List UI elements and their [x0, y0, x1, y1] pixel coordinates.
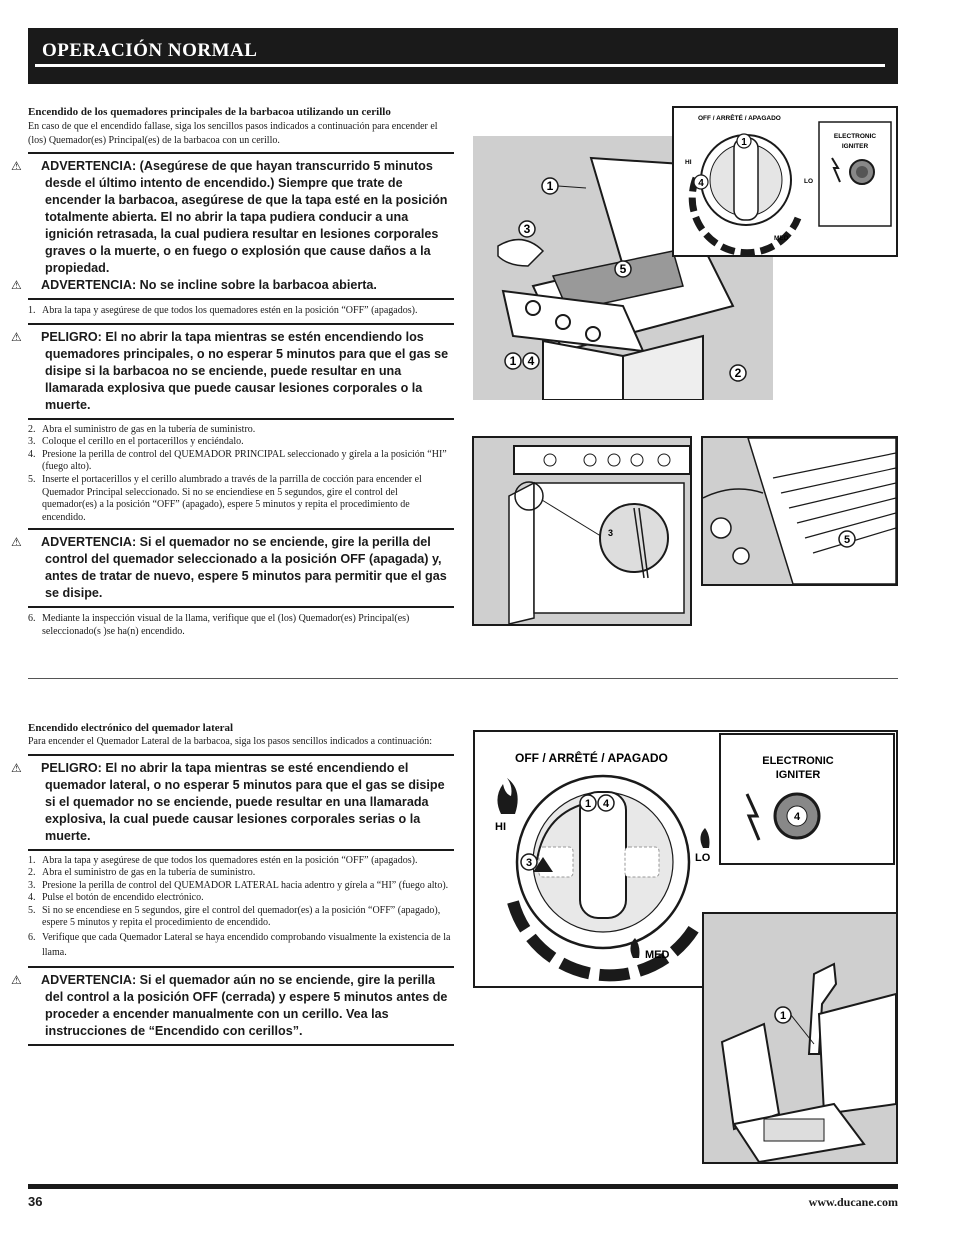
- svg-text:IGNITER: IGNITER: [775, 769, 821, 781]
- warning-text: ⚠ ADVERTENCIA: No se incline sobre la barbacoa abierta.: [11, 278, 377, 292]
- list-item: 5. Si no se encendiese en 5 segundos, gire el control del quemador(es) a la posición “OFF” (apagado), espere 5 minutos y repita el procedimiento de encendido.: [28, 904, 441, 929]
- list-item: 4. Presione la perilla de control del QUEMADOR PRINCIPAL seleccionado y gírela a la posición “HI” (fuego alto).: [28, 448, 447, 473]
- svg-text:1: 1: [509, 354, 517, 368]
- svg-text:5: 5: [843, 534, 851, 546]
- warning-box: [11, 966, 454, 1046]
- header-rule: [35, 64, 885, 67]
- side-burner-lid-illustration: [704, 914, 896, 1162]
- list-item: 3. Coloque el cerillo en el portacerillos y enciéndalo.: [28, 436, 244, 448]
- svg-text:4: 4: [698, 178, 704, 189]
- step-list: [28, 305, 454, 318]
- list-item: 2. Abra el suministro de gas en la tubería de suministro.: [28, 423, 256, 435]
- warning-icon: ⚠: [11, 973, 22, 988]
- warning-icon: ⚠: [11, 535, 22, 550]
- warning-icon: ⚠: [11, 278, 22, 292]
- section-intro: Para encender el Quemador Lateral de la barbacoa, siga los pasos sencillos indicados a continuación:: [28, 736, 433, 747]
- footer-rule: [28, 1184, 898, 1189]
- figure-match-holder: [472, 436, 692, 626]
- svg-text:5: 5: [619, 262, 627, 276]
- list-item: 2. Abra el suministro de gas en la tubería de suministro.: [28, 867, 256, 879]
- danger-text: ⚠ PELIGRO: El no abrir la tapa mientras se esté encendiendo el quemador lateral, o no esperar 5 minutos para que el gas se disipe si el quemador no se enciende, puede resultar en una llamarada explosiva, la cual puede causar lesiones corporales serias o la muerte.: [11, 760, 445, 843]
- callout-2: [728, 363, 748, 388]
- figure-knob-inset: [672, 106, 898, 257]
- list-item: 1. Abra la tapa y asegúrese de que todos los quemadores estén en la posición “OFF” (apagados).: [28, 305, 418, 316]
- step-list: [28, 424, 454, 525]
- svg-text:ELECTRONIC: ELECTRONIC: [833, 133, 877, 140]
- section-intro: En caso de que el encendido fallase, siga los sencillos pasos indicados a continuación para encender el (los) Quemador(es) Principal(es) de la barbacoa con un cerillo.: [28, 121, 438, 146]
- page-title: OPERACIÓN NORMAL: [42, 40, 258, 61]
- website-link[interactable]: www.ducane.com: [808, 1195, 898, 1209]
- figure-grate-closeup: [701, 436, 898, 586]
- section-match-lighting: [11, 105, 454, 639]
- warning-text: ⚠ ADVERTENCIA: Si el quemador no se enciende, gire la perilla del control del quemador seleccionado a la posición OFF (apagada) y, antes de tratar de nuevo, espere 5 minutos para permitir que el gas se disipe.: [11, 535, 447, 601]
- svg-text:HI: HI: [685, 159, 692, 166]
- warning-text: ⚠ ADVERTENCIA: (Asegúrese de que hayan transcurrido 5 minutos desde el último intento de encendido.) Siempre que trate de encender la barbacoa, asegúrese de que la tapa esté en la posición totalmente abierta. El no abrir la tapa pudiera conducir a una ignición retrasada, la cual pudiera resultar en lesiones corporales graves o la muerte, o en fuego o explosión que cause daños a la propiedad.: [11, 159, 448, 275]
- danger-text: ⚠ PELIGRO: El no abrir la tapa mientras se estén encendiendo los quemadores principales, o no esperar 5 minutos para que el gas se disipe si la barbacoa no se enciende, puede resultar en una llamarada explosiva que puede causar lesiones corporales o la muerte.: [11, 329, 449, 412]
- warning-box: [11, 528, 454, 608]
- callout-1-4: [503, 351, 543, 376]
- list-item: 4. Pulse el botón de encendido electrónico.: [28, 892, 204, 904]
- section-title: Encendido electrónico del quemador lateral: [28, 722, 234, 734]
- section-divider: [28, 678, 898, 679]
- svg-text:MED: MED: [645, 949, 670, 961]
- knob-illustration: [674, 108, 896, 255]
- figure-side-burner-lid: [702, 912, 898, 1164]
- list-item: 1. Abra la tapa y asegúrese de que todos los quemadores estén en la posición “OFF” (apagados).: [28, 854, 418, 866]
- svg-text:4: 4: [602, 798, 610, 810]
- warning-icon: ⚠: [11, 329, 22, 344]
- svg-text:1: 1: [741, 137, 747, 148]
- danger-box: [11, 323, 454, 420]
- warning-text: ⚠ ADVERTENCIA: Si el quemador aún no se enciende, gire la perilla del control a la posición OFF (cerrada) y espere 5 minutos antes de proceder a encender manualmente con un cerillo. Vea las instrucciones de “Encendido con cerillos”.: [11, 973, 448, 1039]
- list-item: 3. Presione la perilla de control del QUEMADOR LATERAL hacia adentro y gírela a “HI” (fuego alto).: [28, 879, 449, 891]
- svg-text:4: 4: [793, 811, 801, 823]
- svg-text:3: 3: [523, 222, 531, 236]
- danger-box: [11, 754, 454, 851]
- list-item: 5. Inserte el portacerillos y el cerillo alumbrado a través de la parrilla de cocción para encender el Quemador Principal seleccionado. Si no se enciendiese en 5 segundos, gire el control del quemador(es) a la posición “OFF” (apagado), espere 5 minutos y repita el procedimiento de encendido.: [28, 473, 422, 523]
- warning-box: [11, 152, 454, 300]
- svg-text:OFF / ARRÊTÉ / APAGADO: OFF / ARRÊTÉ / APAGADO: [698, 115, 781, 122]
- list-item: 6. Mediante la inspección visual de la llama, verifique que el (los) Quemador(es) Principal(es) seleccionado(s )se ha(n) encendido.: [28, 613, 410, 637]
- grate-illustration: [703, 438, 896, 584]
- warning-icon: ⚠: [11, 159, 22, 173]
- callout-3: [517, 219, 537, 244]
- svg-text:1: 1: [584, 798, 592, 810]
- svg-text:1: 1: [546, 179, 554, 193]
- svg-text:2: 2: [734, 366, 742, 380]
- svg-text:OFF / ARRÊTÉ / APAGADO: OFF / ARRÊTÉ / APAGADO: [515, 751, 668, 765]
- svg-text:IGNITER: IGNITER: [841, 143, 869, 150]
- svg-text:HI: HI: [495, 821, 506, 833]
- list-item: 6. Verifique que cada Quemador Lateral se haya encendido comprobando visualmente la existencia de la llama.: [28, 932, 451, 959]
- callout-5: [613, 259, 633, 284]
- svg-text:ELECTRONIC: ELECTRONIC: [762, 755, 834, 767]
- svg-text:4: 4: [527, 354, 535, 368]
- svg-text:3: 3: [525, 857, 533, 869]
- step-list: [28, 613, 454, 638]
- svg-text:3: 3: [608, 528, 614, 538]
- step-list: [28, 855, 454, 961]
- section-side-burner: [11, 721, 454, 1046]
- svg-text:1: 1: [779, 1010, 787, 1022]
- page-number: 36: [28, 1194, 43, 1209]
- svg-text:LO: LO: [695, 852, 711, 864]
- svg-text:LO: LO: [804, 178, 814, 185]
- svg-text:MED: MED: [774, 235, 789, 242]
- match-holder-illustration: [474, 438, 690, 624]
- warning-icon: ⚠: [11, 760, 22, 775]
- callout-1: [540, 176, 588, 201]
- section-title: Encendido de los quemadores principales de la barbacoa utilizando un cerillo: [28, 106, 391, 118]
